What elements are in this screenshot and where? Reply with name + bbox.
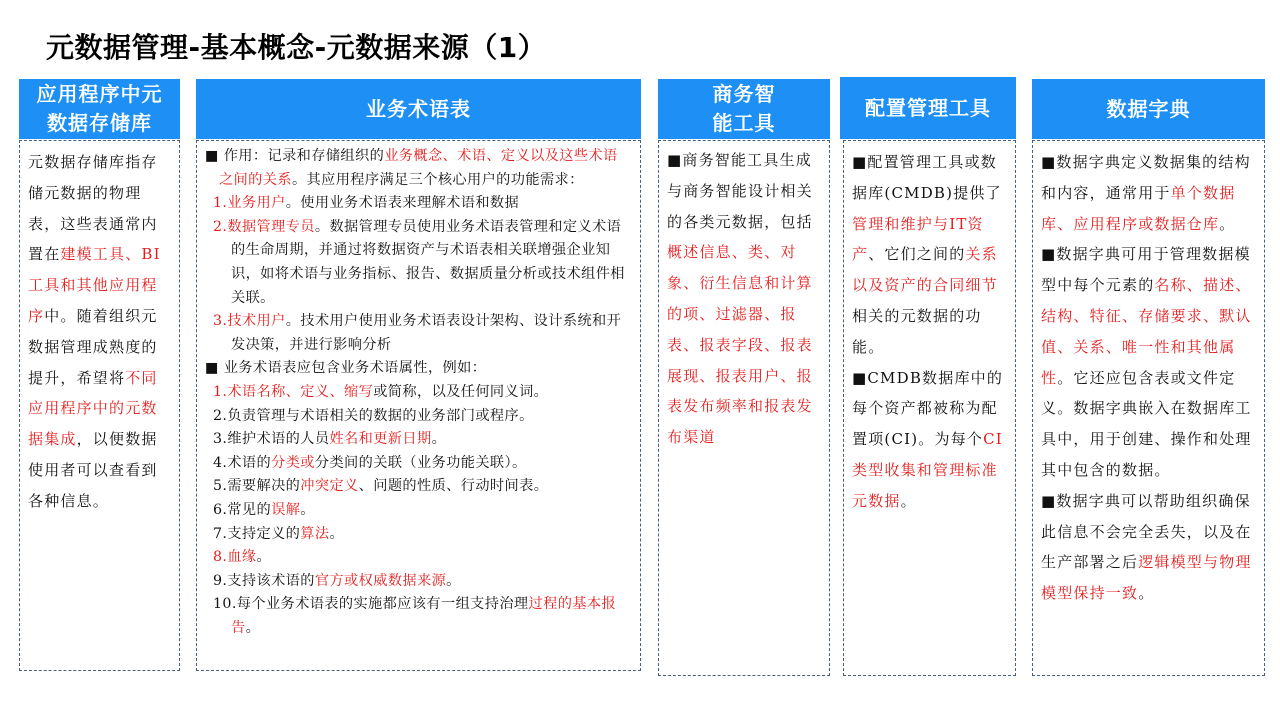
header-col3-line1: 商务智	[712, 82, 776, 106]
col5-para1: ■数据字典定义数据集的结构和内容，通常用于单个数据库、应用程序或数据仓库。	[1041, 153, 1251, 233]
page-title: 元数据管理-基本概念-元数据来源（1）	[46, 31, 547, 64]
header-col3-line2: 能工具	[712, 111, 776, 135]
glossary-user-steward: 2.数据管理专员。数据管理专员使用业务术语表管理和定义术语的生命周期，并通过将数据资产与术语表相关联增强企业知识，如将术语与业务指标、报告、数据质量分析或技术组件相关联。	[213, 218, 625, 306]
panel-data-dictionary	[1032, 140, 1265, 676]
col1-text: 元数据存储库指存储元数据的物理表，这些表通常内置在建模工具、BI工具和其他应用程序中。随着组织元数据管理成熟度的提升，希望将不同应用程序中的元数据集成，以便数据使用者可以查看到各种信息。	[28, 153, 161, 510]
glossary-attr-7: 7.支持定义的算法。	[213, 525, 345, 542]
col4-para2: ■CMDB数据库中的每个资产都被称为配置项(CI)。为每个CI类型收集和管理标准元数据。	[852, 368, 1004, 510]
header-col1-line1: 应用程序中元	[36, 82, 163, 106]
glossary-user-technical: 3.技术用户。技术用户使用业务术语表设计架构、设计系统和开发决策，并进行影响分析	[213, 313, 622, 353]
col3-text: ■商务智能工具生成与商务智能设计相关的各类元数据，包括概述信息、类、对象、衍生信息和计算的项、过滤器、报表、报表字段、报表展现、报表用户、报表发布频率和报表发布渠道	[667, 151, 813, 447]
glossary-attr-1: 1.术语名称、定义、缩写或简称，以及任何同义词。	[213, 383, 549, 400]
glossary-attr-2: 2.负责管理与术语相关的数据的业务部门或程序。	[213, 407, 534, 424]
panel-config-management	[843, 140, 1016, 676]
glossary-purpose: ■ 作用：记录和存储组织的业务概念、术语、定义以及这些术语之间的关系。其应用程序满足三个核心用户的功能需求：	[205, 148, 618, 188]
glossary-attr-4: 4.术语的分类或分类间的关联（业务功能关联）。	[213, 454, 527, 471]
glossary-attributes-intro: ■ 业务术语表应包含业务术语属性，例如：	[205, 360, 487, 377]
glossary-attr-5: 5.需要解决的冲突定义、问题的性质、行动时间表。	[213, 478, 549, 495]
header-col4-label: 配置管理工具	[865, 96, 991, 120]
glossary-attr-3: 3.维护术语的人员姓名和更新日期。	[213, 431, 447, 448]
col4-para1: ■配置管理工具或数据库(CMDB)提供了管理和维护与IT资产、它们之间的关系以及资产的合同细节相关的元数据的功能。	[852, 153, 1002, 356]
glossary-attr-6: 6.常见的误解。	[213, 501, 315, 518]
col5-para3: ■数据字典可以帮助组织确保此信息不会完全丢失，以及在生产部署之后逻辑模型与物理模型保持一致。	[1041, 491, 1252, 603]
glossary-attr-8: 8.血缘。	[213, 549, 272, 566]
glossary-attr-9: 9.支持该术语的官方或权威数据来源。	[213, 572, 461, 589]
header-business-glossary	[196, 79, 641, 139]
header-col1-line2: 数据存储库	[47, 111, 152, 135]
col5-para2: ■数据字典可用于管理数据模型中每个元素的名称、描述、结构、特征、存储要求、默认值、关系、唯一性和其他属性。它还应包含表或文件定义。数据字典嵌入在数据库工具中，用于创建、操作和处理其中包含的数据。	[1041, 245, 1252, 479]
header-col2-label: 业务术语表	[366, 97, 471, 121]
panel-bi-tools	[658, 140, 830, 676]
panel-app-metadata-repository	[19, 140, 180, 671]
header-data-dictionary	[1032, 79, 1265, 139]
header-col5-label: 数据字典	[1106, 97, 1191, 121]
header-app-metadata-repository	[19, 79, 180, 139]
header-config-management	[840, 77, 1016, 139]
glossary-user-business: 1.业务用户。使用业务术语表来理解术语和数据	[213, 195, 520, 212]
glossary-attr-10: 10.每个业务术语表的实施都应该有一组支持治理过程的基本报告。	[213, 596, 617, 636]
panel-business-glossary	[196, 140, 641, 671]
header-bi-tools	[658, 79, 830, 139]
